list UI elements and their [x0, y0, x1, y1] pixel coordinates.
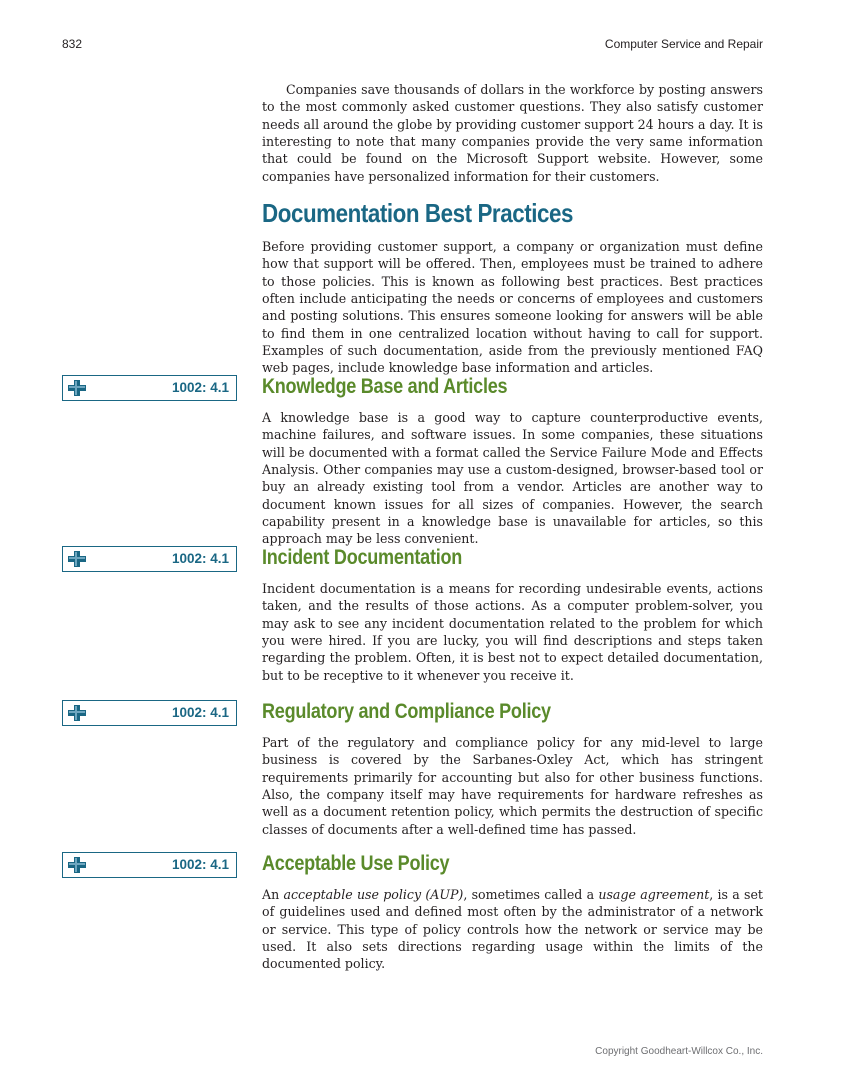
objective-tag-text: 1002: 4.1 — [171, 705, 229, 720]
objective-tag — [62, 546, 237, 572]
section-heading-knowledge-base: Knowledge Base and Articles — [262, 375, 508, 398]
aup-text-part: , sometimes called a — [463, 887, 599, 902]
objective-tag-text: 1002: 4.1 — [171, 380, 229, 395]
objective-tag-text: 1002: 4.1 — [171, 857, 229, 872]
copyright-notice: Copyright Goodheart-Willcox Co., Inc. — [595, 1046, 763, 1057]
incident-documentation-paragraph: Incident documentation is a means for recording undesirable events, actions taken, and the results of those actions. As a computer problem-solver, you may ask to see any incident documentation related to the problem for which you were hired. If you are lucky, you will find descriptions and steps taken regarding the problem. Often, it is best not to expect detailed documentation, but to be receptive to it whenever you receive it. — [262, 581, 763, 683]
plus-cross-icon — [66, 550, 88, 572]
section-heading-documentation-best-practices: Documentation Best Practices — [262, 198, 574, 228]
page-number: 832 — [62, 37, 83, 51]
objective-tag-text: 1002: 4.1 — [171, 551, 229, 566]
objective-tag — [62, 375, 237, 401]
running-head: Computer Service and Repair — [604, 37, 763, 51]
section-heading-acceptable-use-policy: Acceptable Use Policy — [262, 852, 450, 875]
objective-tag — [62, 700, 237, 726]
aup-text-part: , is a set of guidelines used and defined most often by the administrator of a network or service. This type of policy controls how the network or service may be used. It also sets directions regarding usage within the limits of the documented policy. — [262, 887, 763, 972]
plus-cross-icon — [66, 704, 88, 726]
regulatory-compliance-paragraph: Part of the regulatory and compliance policy for any mid-level to large business is covered by the Sarbanes-Oxley Act, which has stringent requirements primarily for accounting but also for other business functions. Also, the company itself may have requirements for hardware refreshes as well as a document retention policy, which permits the destruction of specific classes of documents after a well-defined time has passed. — [262, 735, 763, 837]
objective-tag — [62, 852, 237, 878]
best-practices-paragraph: Before providing customer support, a company or organization must define how that support will be offered. Then, employees must be trained to adhere to those policies. This is known as following best practices. Best practices often include anticipating the needs or concerns of employees and customers and posting solutions. This ensures someone looking for answers will be able to find them in one centralized location without having to call for support. Examples of such documentation, aside from the previously mentioned FAQ web pages, include knowledge base information and articles. — [262, 239, 763, 376]
acceptable-use-policy-paragraph — [262, 886, 763, 973]
intro-paragraph: Companies save thousands of dollars in the workforce by posting answers to the most commonly asked customer questions. They also satisfy customer needs all around the globe by providing customer support 24 hours a day. It is interesting to note that many companies provide the very same information that could be found on the Microsoft Support website. However, some companies have personalized information for their customers. — [262, 82, 764, 184]
plus-cross-icon — [66, 856, 88, 878]
usage-agreement-term: usage agreement — [598, 887, 710, 902]
section-heading-regulatory-compliance: Regulatory and Compliance Policy — [262, 700, 551, 723]
knowledge-base-paragraph: A knowledge base is a good way to capture counterproductive events, machine failures, and software issues. In some companies, these situations will be documented with a format called the Service Failure Mode and Effects Analysis. Other companies may use a custom-designed, browser-based tool or buy an already existing tool from a vendor. Articles are another way to document known issues for all sizes of companies. However, the search capability present in a knowledge base is unavailable for articles, so this approach may be less convenient. — [262, 410, 763, 547]
plus-cross-icon — [66, 379, 88, 401]
aup-text-part: An — [262, 887, 284, 902]
aup-term: acceptable use policy (AUP) — [283, 887, 464, 902]
section-heading-incident-documentation: Incident Documentation — [262, 546, 463, 569]
